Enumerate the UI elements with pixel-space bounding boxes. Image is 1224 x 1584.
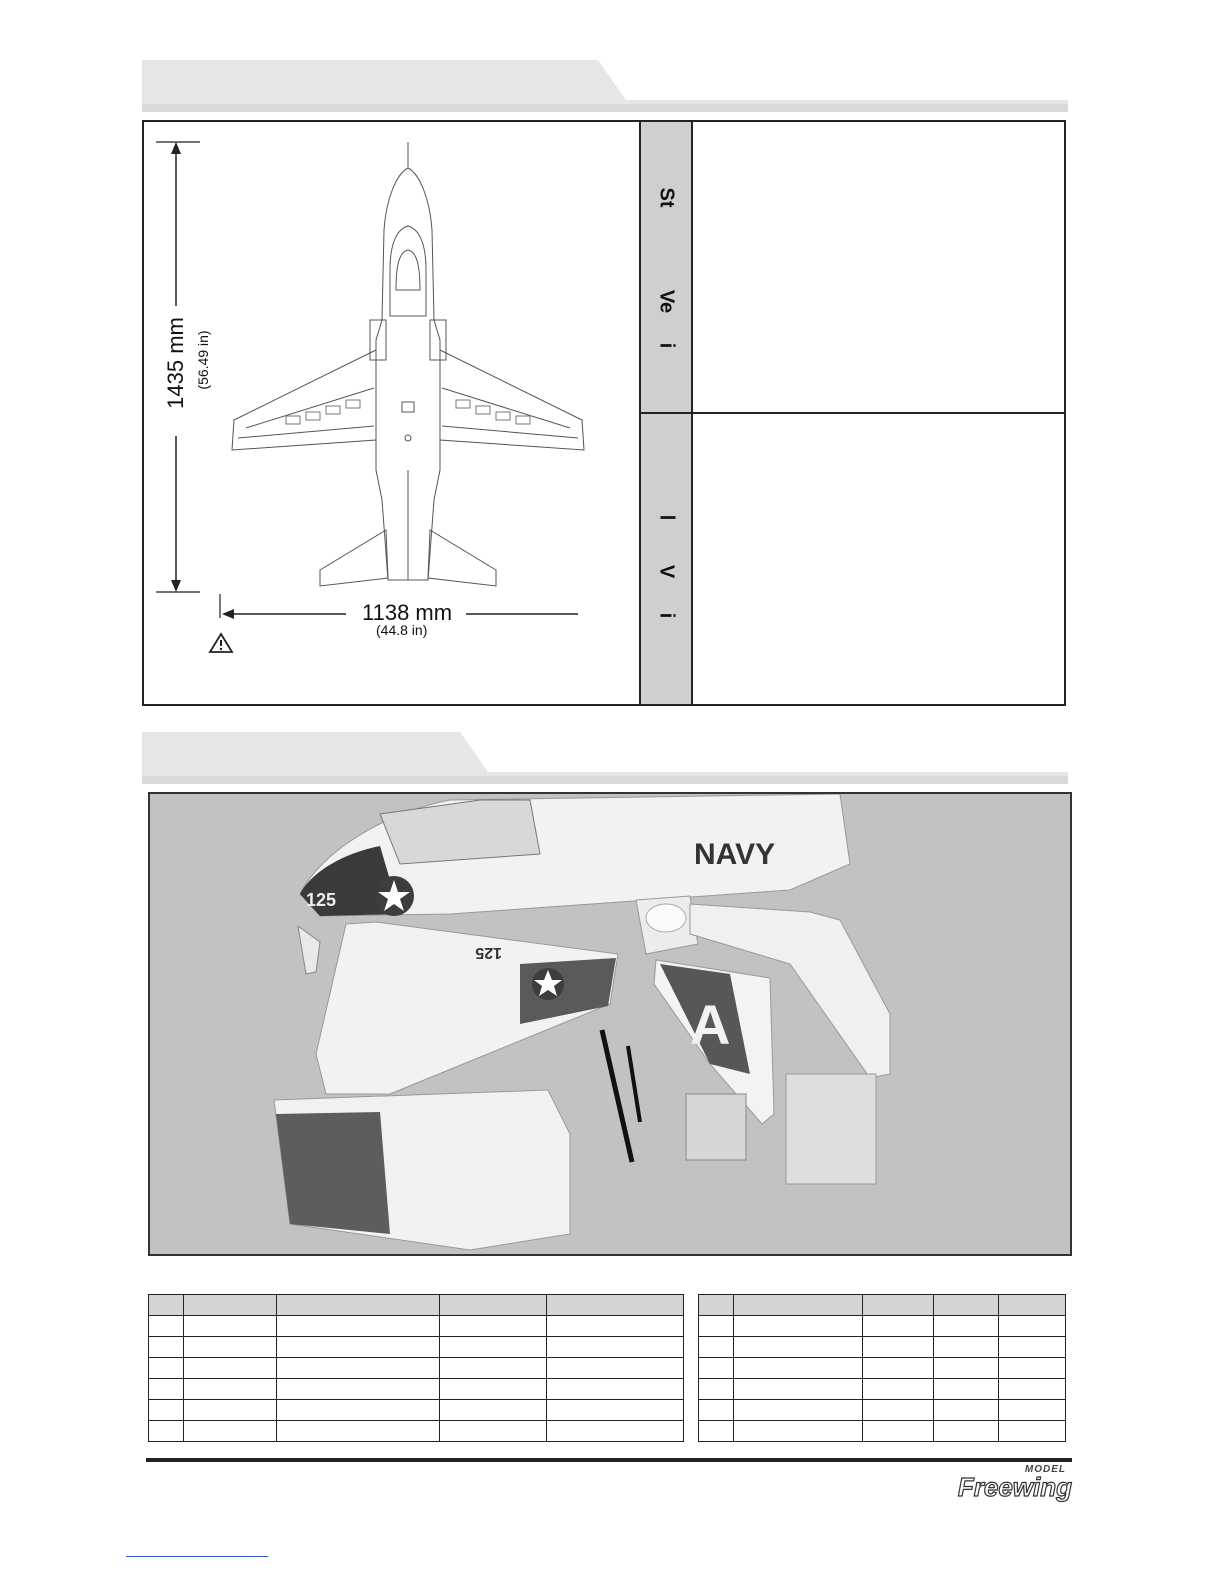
table-cell bbox=[277, 1358, 440, 1379]
spec-tab-top-text-3: i bbox=[655, 342, 678, 349]
parts-table-left bbox=[148, 1294, 684, 1442]
table-row bbox=[149, 1421, 684, 1442]
table-cell bbox=[999, 1337, 1066, 1358]
length-in-label: (56.49 in) bbox=[195, 330, 211, 390]
fuselage-number: 125 bbox=[306, 890, 337, 910]
warning-icon bbox=[208, 632, 234, 654]
table-cell bbox=[277, 1337, 440, 1358]
table-cell bbox=[277, 1316, 440, 1337]
table-row bbox=[699, 1358, 1066, 1379]
table-cell bbox=[934, 1379, 999, 1400]
table-cell bbox=[277, 1295, 440, 1316]
table-cell bbox=[699, 1379, 734, 1400]
logo-brand: Freewing bbox=[957, 1472, 1072, 1502]
table-cell bbox=[149, 1358, 184, 1379]
kit-contents-photo bbox=[148, 792, 1072, 1256]
spec-side-divider bbox=[641, 412, 1064, 414]
table-cell bbox=[440, 1358, 547, 1379]
table-cell bbox=[440, 1295, 547, 1316]
table-cell bbox=[547, 1421, 684, 1442]
fuselage-marking: NAVY bbox=[694, 838, 776, 871]
table-cell bbox=[734, 1379, 863, 1400]
table-cell bbox=[547, 1337, 684, 1358]
horizontal-stabilizer-part bbox=[274, 1090, 570, 1250]
tail-letter: A bbox=[690, 993, 731, 1056]
hardware-bag-2 bbox=[786, 1074, 876, 1184]
table-cell bbox=[999, 1358, 1066, 1379]
table-cell bbox=[149, 1400, 184, 1421]
table-row bbox=[699, 1316, 1066, 1337]
table-cell bbox=[277, 1379, 440, 1400]
table-cell bbox=[184, 1421, 277, 1442]
table-cell bbox=[699, 1316, 734, 1337]
table-cell bbox=[863, 1421, 934, 1442]
table-cell bbox=[184, 1379, 277, 1400]
table-cell bbox=[547, 1295, 684, 1316]
table-cell bbox=[184, 1295, 277, 1316]
table-cell bbox=[734, 1337, 863, 1358]
table-row bbox=[149, 1379, 684, 1400]
table-cell bbox=[440, 1400, 547, 1421]
table-header-row bbox=[699, 1295, 1066, 1316]
table-header-row bbox=[149, 1295, 684, 1316]
table-cell bbox=[999, 1421, 1066, 1442]
airplane-top-view-drawing bbox=[226, 140, 596, 590]
table-cell bbox=[547, 1379, 684, 1400]
kit-contents-illustration bbox=[150, 794, 1070, 1254]
spec-side-panel bbox=[641, 122, 1064, 704]
table-row bbox=[149, 1400, 684, 1421]
table-row bbox=[149, 1316, 684, 1337]
table-cell bbox=[184, 1358, 277, 1379]
spec-tab-top-text-2: Ve bbox=[655, 289, 678, 314]
length-mm-label: 1435 mm bbox=[163, 317, 188, 409]
table-cell bbox=[277, 1421, 440, 1442]
table-cell bbox=[734, 1400, 863, 1421]
table-cell bbox=[999, 1400, 1066, 1421]
table-cell bbox=[934, 1295, 999, 1316]
airplane-drawing-cell bbox=[144, 122, 641, 704]
table-cell bbox=[734, 1358, 863, 1379]
table-cell bbox=[999, 1379, 1066, 1400]
freewing-logo bbox=[957, 1464, 1072, 1502]
table-cell bbox=[440, 1337, 547, 1358]
section-banner-contents bbox=[142, 732, 1068, 784]
table-row bbox=[149, 1337, 684, 1358]
table-cell bbox=[149, 1421, 184, 1442]
table-cell bbox=[149, 1379, 184, 1400]
table-row bbox=[149, 1358, 684, 1379]
table-cell bbox=[934, 1358, 999, 1379]
hardware-bag-1 bbox=[686, 1094, 746, 1160]
intake-part bbox=[636, 896, 698, 954]
table-row bbox=[699, 1337, 1066, 1358]
table-cell bbox=[863, 1316, 934, 1337]
table-cell bbox=[863, 1337, 934, 1358]
table-cell bbox=[149, 1295, 184, 1316]
spec-tab-bottom-text-2: V bbox=[655, 564, 678, 579]
spec-tab-top-text-1: St bbox=[655, 187, 678, 208]
table-cell bbox=[440, 1421, 547, 1442]
table-cell bbox=[547, 1358, 684, 1379]
table-cell bbox=[734, 1295, 863, 1316]
table-cell bbox=[934, 1421, 999, 1442]
table-cell bbox=[149, 1337, 184, 1358]
table-cell bbox=[999, 1295, 1066, 1316]
footer-rule bbox=[146, 1458, 1072, 1462]
table-cell bbox=[999, 1316, 1066, 1337]
spec-tab-bottom-text-3: i bbox=[655, 612, 678, 619]
table-cell bbox=[184, 1337, 277, 1358]
table-row bbox=[699, 1421, 1066, 1442]
page-link-underline[interactable] bbox=[126, 1556, 268, 1557]
table-cell bbox=[863, 1358, 934, 1379]
wing-number: 125 bbox=[475, 944, 502, 961]
table-cell bbox=[440, 1316, 547, 1337]
table-cell bbox=[863, 1400, 934, 1421]
table-cell bbox=[863, 1295, 934, 1316]
logo-sub: MODEL bbox=[1024, 1464, 1066, 1475]
table-cell bbox=[699, 1421, 734, 1442]
table-cell bbox=[863, 1379, 934, 1400]
spec-tab-bottom-text-1: l bbox=[655, 514, 678, 521]
spec-tab-top bbox=[641, 122, 693, 412]
spec-tab-bottom bbox=[641, 414, 693, 704]
wingspan-in-label: (44.8 in) bbox=[376, 622, 428, 638]
table-cell bbox=[149, 1316, 184, 1337]
table-cell bbox=[547, 1316, 684, 1337]
table-cell bbox=[699, 1358, 734, 1379]
table-cell bbox=[699, 1295, 734, 1316]
table-cell bbox=[184, 1400, 277, 1421]
spec-box bbox=[142, 120, 1066, 706]
table-cell bbox=[699, 1337, 734, 1358]
table-cell bbox=[734, 1316, 863, 1337]
table-cell bbox=[699, 1400, 734, 1421]
wingspan-mm-label: 1138 mm bbox=[362, 600, 453, 625]
table-row bbox=[699, 1379, 1066, 1400]
table-row bbox=[699, 1400, 1066, 1421]
table-cell bbox=[934, 1337, 999, 1358]
table-cell bbox=[934, 1400, 999, 1421]
table-cell bbox=[184, 1316, 277, 1337]
parts-table-right bbox=[698, 1294, 1066, 1442]
table-cell bbox=[277, 1400, 440, 1421]
table-cell bbox=[440, 1379, 547, 1400]
table-cell bbox=[547, 1400, 684, 1421]
section-banner-specs bbox=[142, 60, 1068, 112]
table-cell bbox=[734, 1421, 863, 1442]
table-cell bbox=[934, 1316, 999, 1337]
